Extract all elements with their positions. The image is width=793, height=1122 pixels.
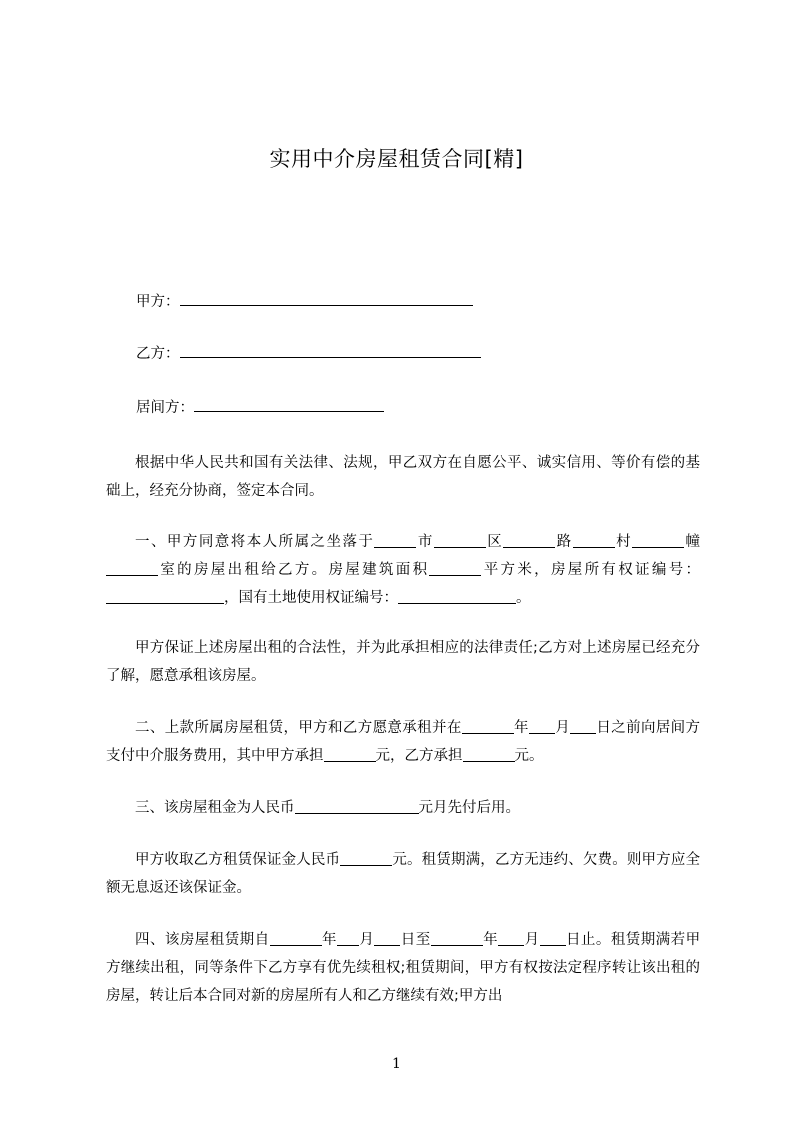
s1-text-2: 市: [416, 534, 434, 550]
s4-text-2: 年: [321, 932, 337, 948]
section-3-text: [106, 794, 700, 822]
s4-text-6: 月: [524, 932, 540, 948]
intro-text: 根据中华人民共和国有关法律、法规，甲乙双方在自愿公平、诚实信用、等价有偿的基础上，经充分协商，签定本合同。: [106, 455, 700, 499]
s4-text-5: 年: [482, 932, 499, 948]
agent-label: 居间方：: [136, 400, 194, 416]
s2-text-3: 月: [554, 720, 571, 736]
s2-text-2: 年: [513, 720, 529, 736]
room-blank[interactable]: [106, 561, 158, 576]
village-blank[interactable]: [573, 533, 615, 548]
s2-text-4: 日之前向居间方支付中介服务费用，其中甲方承担: [106, 720, 701, 764]
party-b-field: [136, 344, 481, 364]
party-a-fee-blank[interactable]: [324, 747, 376, 762]
city-blank[interactable]: [374, 533, 416, 548]
start-day-blank[interactable]: [374, 931, 400, 946]
party-a-blank[interactable]: [180, 292, 473, 306]
section-1-text: [106, 528, 700, 612]
guarantee-paragraph: [106, 634, 700, 690]
deposit-text-2: 元。租赁期满，乙方无违约、欠费。则甲方应全额无息返还该保证金。: [106, 852, 701, 896]
s2-text-5: 元，乙方承担: [375, 748, 463, 764]
pay-year-blank[interactable]: [462, 719, 514, 734]
s4-text-3: 月: [358, 932, 375, 948]
deposit-text-1: 甲方收取乙方租赁保证金人民币: [135, 852, 341, 868]
s1-text-7: 室的房屋出租给乙方。房屋建筑面积: [158, 562, 430, 578]
party-a-label: 甲方：: [136, 294, 180, 310]
s1-text-8: 平方米，房屋所有权证编号：: [481, 562, 701, 578]
pay-month-blank[interactable]: [529, 719, 555, 734]
party-b-fee-blank[interactable]: [463, 747, 515, 762]
pay-day-blank[interactable]: [570, 719, 596, 734]
document-title: 实用中介房屋租赁合同[精]: [269, 147, 524, 171]
end-month-blank[interactable]: [498, 931, 524, 946]
section-2: [106, 714, 700, 770]
page-number: 1: [392, 1056, 401, 1072]
s3-text-1: 三、该房屋租金为人民币: [135, 800, 295, 816]
s4-text-4: 日至: [400, 932, 431, 948]
party-a-field: [136, 292, 473, 312]
s3-text-2: 元月先付后用。: [418, 800, 520, 816]
end-year-blank[interactable]: [431, 931, 483, 946]
s1-text-3: 区: [485, 534, 504, 550]
agent-field: [136, 398, 384, 418]
s1-text-1: 一、甲方同意将本人所属之坐落于: [135, 534, 375, 550]
s1-text-9: ，国有土地使用权证编号：: [224, 590, 398, 606]
end-day-blank[interactable]: [540, 931, 566, 946]
district-blank[interactable]: [434, 533, 486, 548]
start-month-blank[interactable]: [337, 931, 359, 946]
rent-amount-blank[interactable]: [295, 799, 419, 814]
building-blank[interactable]: [632, 533, 684, 548]
area-blank[interactable]: [429, 561, 481, 576]
section-1: [106, 528, 700, 612]
s2-text-6: 元。: [514, 748, 544, 764]
guarantee-text: 甲方保证上述房屋出租的合法性，并为此承担相应的法律责任;乙方对上述房屋已经充分了解，愿意承租该房屋。: [106, 640, 700, 684]
deposit-text: [106, 846, 700, 902]
agent-blank[interactable]: [194, 398, 384, 412]
section-4: [106, 926, 700, 1010]
s4-text-1: 四、该房屋租赁期自: [135, 932, 270, 948]
s1-text-5: 村: [614, 534, 633, 550]
s1-text-6: 幢: [684, 534, 701, 550]
start-year-blank[interactable]: [270, 931, 322, 946]
deposit-amount-blank[interactable]: [340, 851, 392, 866]
party-b-label: 乙方：: [136, 346, 180, 362]
section-2-text: [106, 714, 700, 770]
s1-text-4: 路: [555, 534, 573, 550]
ownership-cert-blank[interactable]: [106, 589, 224, 604]
road-blank[interactable]: [503, 533, 555, 548]
s4-text-7: 日止。租赁期满若甲方继续出租，同等条件下乙方享有优先续租权;租赁期间，甲方有权按法定程序转让该出租的房屋，转让后本合同对新的房屋所有人和乙方继续有效;甲方出: [106, 932, 701, 1004]
land-cert-blank[interactable]: [398, 589, 516, 604]
section-3: [106, 794, 700, 822]
intro-paragraph: [106, 449, 700, 505]
deposit-paragraph: [106, 846, 700, 902]
party-b-blank[interactable]: [180, 344, 481, 358]
section-4-text: [106, 926, 700, 1010]
s2-text-1: 二、上款所属房屋租赁，甲方和乙方愿意承租并在: [135, 720, 462, 736]
s1-text-10: 。: [516, 590, 531, 606]
